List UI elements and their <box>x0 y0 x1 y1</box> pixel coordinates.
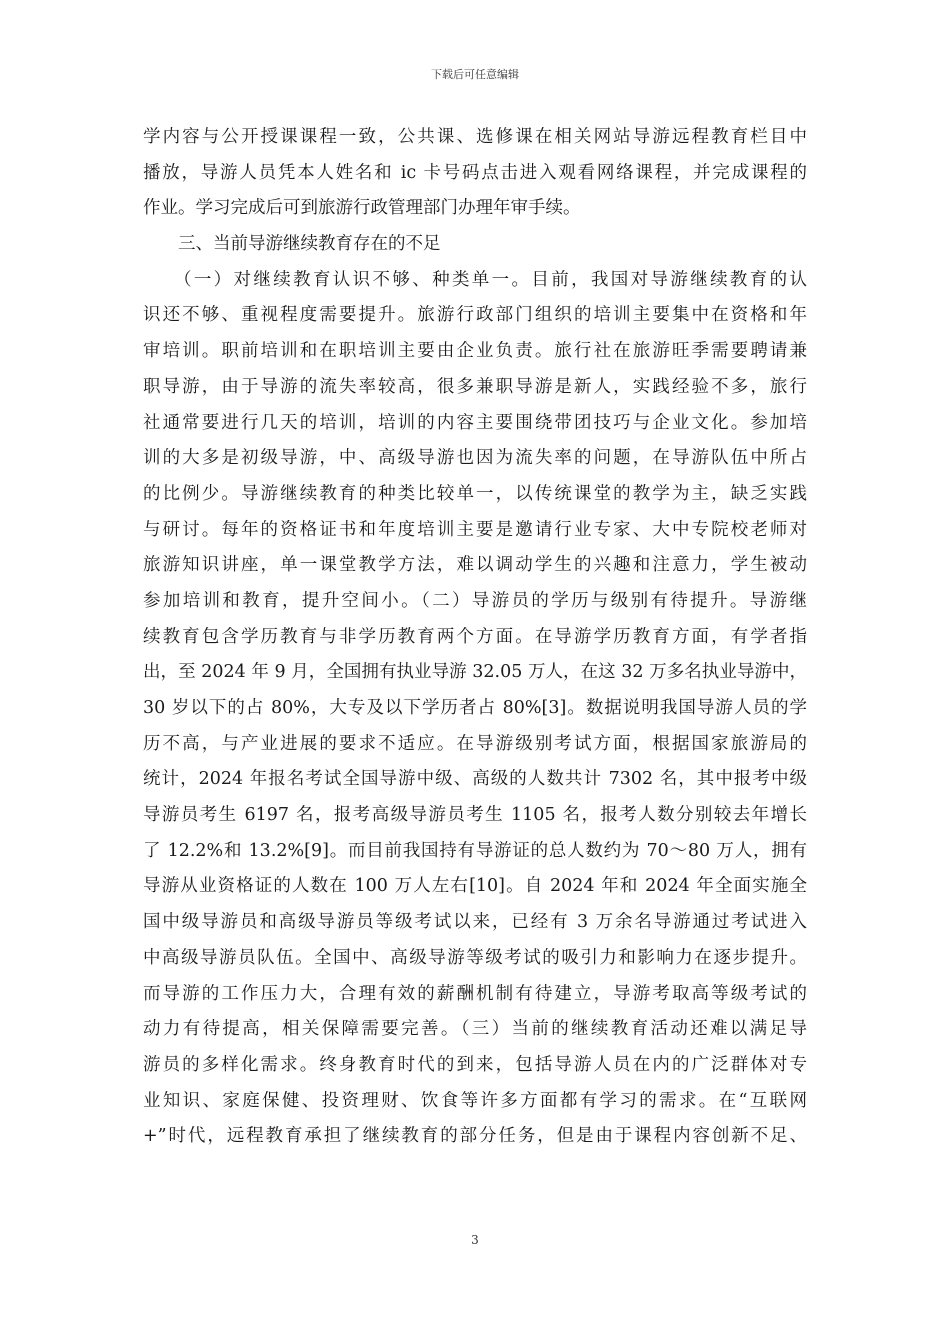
text-line: 了 12.2%和 13.2%[9]。而目前我国持有导游证的总人数约为 70～80 万人，拥有 <box>143 840 807 861</box>
text-line: 30 岁以下的占 80%，大专及以下学历者占 80%[3]。数据说明我国导游人员的学 <box>143 698 807 718</box>
text-line: 的比例少。导游继续教育的种类比较单一，以传统课堂的教学为主，缺乏实践 <box>143 483 807 504</box>
text-line: 业知识、家庭保健、投资理财、饮食等许多方面都有学习的需求。在“互联网 <box>143 1090 807 1111</box>
text-line: 统计，2024 年报名考试全国导游中级、高级的人数共计 7302 名，其中报考中级 <box>143 769 807 790</box>
text-line: 识还不够、重视程度需要提升。旅游行政部门组织的培训主要集中在资格和年 <box>143 305 807 326</box>
text-line: 出，至 2024 年 9 月，全国拥有执业导游 32.05 万人，在这 32 万多名执业导游中， <box>143 662 807 683</box>
text-line: 训的大多是初级导游，中、高级导游也因为流失率的问题，在导游队伍中所占 <box>143 448 807 469</box>
text-line: 导游员考生 6197 名，报考高级导游员考生 1105 名，报考人数分别较去年增长 <box>143 805 807 826</box>
text-line: +”时代，远程教育承担了继续教育的部分任务，但是由于课程内容创新不足、 <box>143 1126 807 1147</box>
text-line: 中高级导游员队伍。全国中、高级导游等级考试的吸引力和影响力在逐步提升。 <box>143 947 807 968</box>
text-line: 职导游，由于导游的流失率较高，很多兼职导游是新人，实践经验不多，旅行 <box>143 376 807 397</box>
text-line: 参加培训和教育，提升空间小。（二）导游员的学历与级别有待提升。导游继 <box>143 590 807 611</box>
section-heading: 三、当前导游继续教育存在的不足 <box>143 234 441 255</box>
text-line: 游员的多样化需求。终身教育时代的到来，包括导游人员在内的广泛群体对专 <box>143 1054 807 1075</box>
text-line: 作业。学习完成后可到旅游行政管理部门办理年审手续。 <box>143 198 581 219</box>
text-line: 国中级导游员和高级导游员等级考试以来，已经有 3 万余名导游通过考试进入 <box>143 912 807 933</box>
text-line: 而导游的工作压力大，合理有效的薪酬机制有待建立，导游考取高等级考试的 <box>143 983 807 1004</box>
text-line: 历不高，与产业进展的要求不适应。在导游级别考试方面，根据国家旅游局的 <box>143 733 807 754</box>
text-line: 播放，导游人员凭本人姓名和 ic 卡号码点击进入观看网络课程，并完成课程的 <box>143 162 807 183</box>
text-line: 旅游知识讲座，单一课堂教学方法，难以调动学生的兴趣和注意力，学生被动 <box>143 555 807 576</box>
text-line: 与研讨。每年的资格证书和年度培训主要是邀请行业专家、大中专院校老师对 <box>143 519 807 540</box>
text-line: 动力有待提高，相关保障需要完善。（三）当前的继续教育活动还难以满足导 <box>143 1019 807 1040</box>
text-line: 审培训。职前培训和在职培训主要由企业负责。旅行社在旅游旺季需要聘请兼 <box>143 341 807 362</box>
page-number: 3 <box>471 1233 479 1247</box>
text-line: 学内容与公开授课课程一致，公共课、选修课在相关网站导游远程教育栏目中 <box>143 127 807 147</box>
text-line: 导游从业资格证的人数在 100 万人左右[10]。自 2024 年和 2024 年全面实施全 <box>143 876 807 897</box>
text-line: （一）对继续教育认识不够、种类单一。目前，我国对导游继续教育的认 <box>143 269 807 290</box>
document-body <box>143 120 807 1155</box>
text-line: 续教育包含学历教育与非学历教育两个方面。在导游学历教育方面，有学者指 <box>143 626 807 647</box>
page-header: 下载后可任意编辑 <box>431 68 519 81</box>
text-line: 社通常要进行几天的培训，培训的内容主要围绕带团技巧与企业文化。参加培 <box>143 412 807 433</box>
